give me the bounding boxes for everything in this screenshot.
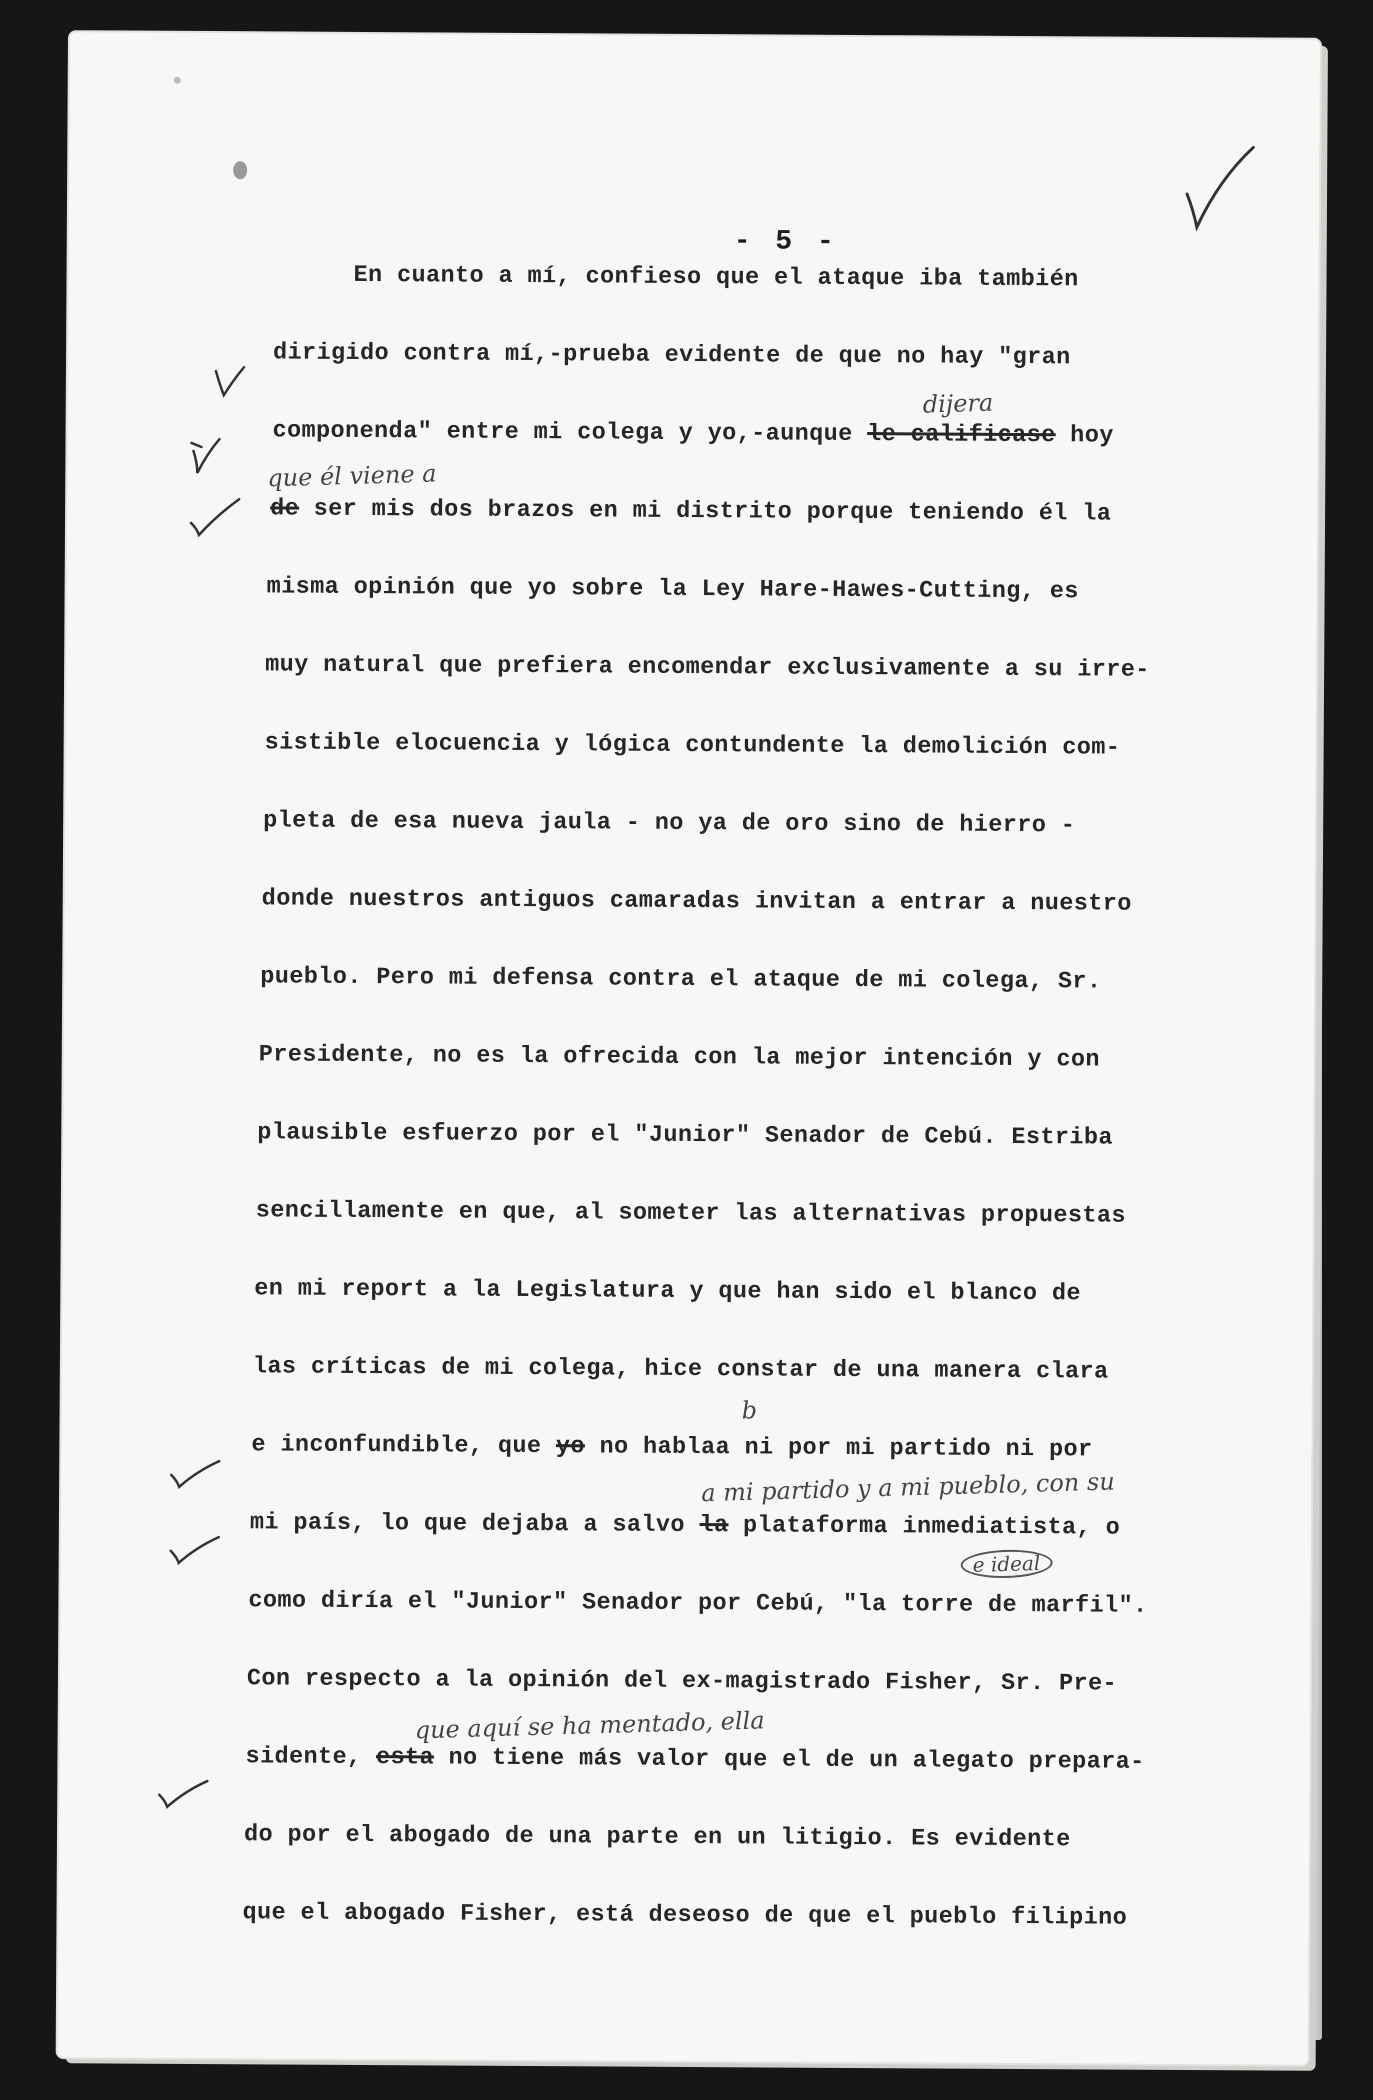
text-line: las críticas de mi colega, hice constar de una manera clara: [252, 1353, 1109, 1386]
text-segment: e inconfundible, que: [251, 1431, 542, 1461]
page-number: - 5 -: [733, 226, 838, 258]
text-line: misma opinión que yo sobre la Ley Hare-Hawes-Cutting, es: [266, 573, 1079, 606]
text-line: [250, 1509, 1120, 1541]
text-segment: no tiene más valor que el de un alegato prepara-: [448, 1744, 1145, 1776]
text-line: donde nuestros antiguos camaradas invitan a entrar a nuestro: [261, 885, 1132, 918]
text-segment: ser mis dos brazos en mi distrito porque teniendo él la: [313, 495, 1112, 528]
text-line: como diría el "Junior" Senador por Cebú, "la torre de marfil".: [248, 1587, 1148, 1620]
text-line: plausible esfuerzo por el "Junior" Senador de Cebú. Estriba: [257, 1119, 1113, 1152]
check-mark-icon: [165, 1529, 225, 1569]
text-segment: no habla: [599, 1433, 716, 1462]
handwritten-insert: b: [741, 1396, 758, 1425]
text-line: [270, 495, 1111, 527]
text-line: Con respecto a la opinión del ex-magistrado Fisher, Sr. Pre-: [246, 1665, 1118, 1698]
struck-text: le calificase: [867, 421, 1056, 450]
text-line: muy natural que prefiera encomendar exclusivamente a su irre-: [265, 651, 1150, 684]
handwritten-insert: que aquí se ha mentado, ella: [414, 1706, 765, 1745]
text-line: En cuanto a mí, confieso que el ataque iba también: [353, 261, 1079, 294]
struck-text: esta: [375, 1744, 435, 1772]
check-mark-icon: [1179, 139, 1260, 234]
text-line: pueblo. Pero mi defensa contra el ataque de mi colega, Sr.: [260, 963, 1102, 996]
document-page: [58, 32, 1320, 2065]
struck-text: de: [270, 495, 300, 523]
check-mark-icon: [185, 493, 245, 538]
text-segment: mi país, lo que dejaba a salvo: [249, 1509, 686, 1539]
struck-text: la: [699, 1512, 729, 1540]
text-line: [272, 417, 1113, 449]
text-line: sencillamente en que, al someter las alternativas propuestas: [255, 1197, 1127, 1230]
check-mark-icon: [210, 363, 250, 403]
text-line: pleta de esa nueva jaula - no ya de oro sino de hierro -: [263, 807, 1076, 840]
text-line: en mi report a la Legislatura y que han sido el blanco de: [254, 1275, 1082, 1308]
paper-speck: [174, 77, 181, 84]
text-line: [251, 1431, 1092, 1463]
paper-spot: [233, 161, 247, 179]
text-segment: a ni por mi partido ni por: [715, 1434, 1093, 1464]
text-line: que el abogado Fisher, está deseoso de que el pueblo filipino: [242, 1899, 1128, 1932]
handwritten-insert: a mi partido y a mi pueblo, con su: [700, 1467, 1116, 1508]
text-segment: componenda" entre mi colega y yo,-aunque: [272, 417, 853, 448]
text-segment: hoy: [1070, 422, 1114, 450]
text-line: do por el abogado de una parte en un litigio. Es evidente: [243, 1821, 1071, 1854]
text-segment: inmediatista, o: [902, 1513, 1121, 1542]
text-segment: sidente,: [245, 1743, 362, 1771]
handwritten-insert: dijera: [922, 388, 994, 419]
text-line: sistible elocuencia y lógica contundente la demolición com-: [264, 729, 1121, 762]
handwritten-insert: e ideal: [960, 1549, 1052, 1580]
text-line: Presidente, no es la ofrecida con la mejor intención y con: [258, 1041, 1100, 1074]
check-mark-icon: [153, 1773, 213, 1813]
text-line: [245, 1743, 1144, 1775]
check-mark-icon: [165, 1453, 225, 1493]
check-mark-icon: [185, 433, 225, 478]
handwritten-insert: que él viene a: [266, 459, 437, 493]
struck-text: yo: [555, 1433, 586, 1461]
text-line: dirigido contra mí,-prueba evidente de que no hay "gran: [272, 339, 1071, 372]
text-segment: plataforma: [742, 1512, 889, 1541]
